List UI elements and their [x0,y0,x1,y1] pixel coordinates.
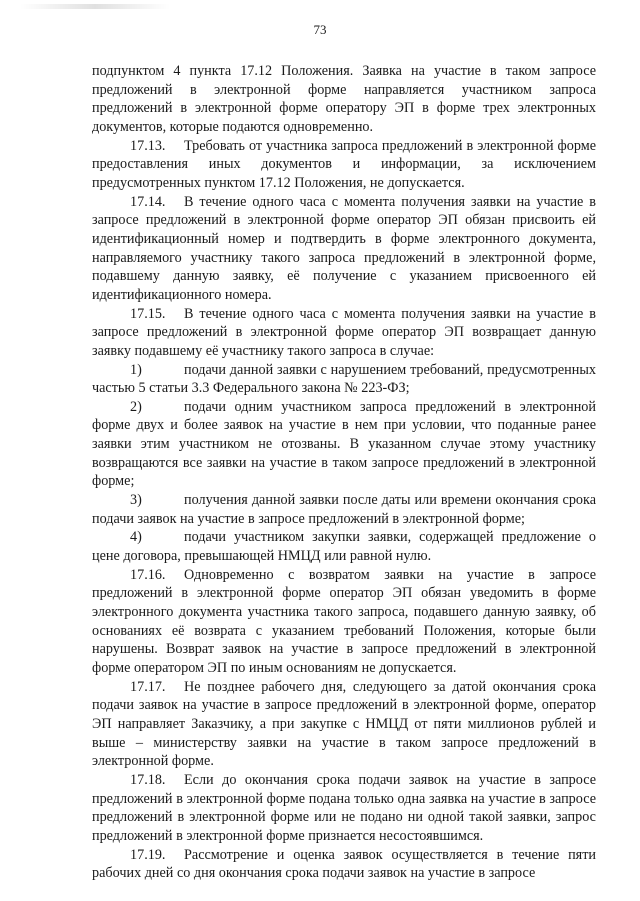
paragraph-17-19 [92,846,596,883]
list-item-number: 1) [130,361,142,378]
list-item-text: подачи одним участником запроса предложений в электронной форме двух и более заявок на участие в нем при условии, что поданные ранее заявки этим участником не отозваны. В указанном случае этому участнику возвращаются все заявки на участие в таком запросе предложений в электронной форме; [92,398,596,490]
paragraph-text: подпунктом 4 пункта 17.12 Положения. Заявка на участие в таком запросе предложений в электронной форме направляется участником запроса предложений в электронной форме оператору ЭП в форме трех электронных документов, которые подаются одновременно. [92,63,596,135]
paragraph-text: Требовать от участника запроса предложений в электронной форме предоставления иных документов и информации, за исключением предусмотренных пунктом 17.12 Положения, не допускается. [92,137,596,191]
list-item-number: 3) [130,492,142,509]
paragraph-text: В течение одного часа с момента получения заявки на участие в запросе предложений в электронной форме оператор ЭП обязан присвоить ей идентификационный номер и подтвердить в форме электронного документа, направляемого участнику такого запроса предложений в электронной форме, подавшему данную заявку, её получение с указанием присвоенного ей идентификационного номера. [92,193,596,303]
list-item-2 [92,398,596,491]
paragraph-text: Не позднее рабочего дня, следующего за датой окончания срока подачи заявок на участие в запросе предложений в электронной форме, оператор ЭП направляет Заказчику, а при закупке с НМЦД от пяти миллионов рублей и выше – министерству заявки на участие в таком запросе предложений в электронной форме. [92,678,596,770]
paragraph-text: Если до окончания срока подачи заявок на участие в запросе предложений в электронной форме подана только одна заявка на участие в запросе предложений в электронной форме или не подано ни одной такой заявки, запрос предложений в электронной форме признается несостоявшимся. [92,771,596,844]
paragraph-17-15 [92,305,596,361]
list-item-text: получения данной заявки после даты или времени окончания срока подачи заявок на участие в запросе предложений в электронной форме; [92,492,596,527]
list-item-4 [92,528,596,565]
list-item-number: 2) [130,398,142,415]
paragraph-text: В течение одного часа с момента получения заявки на участие в запросе предложений в электронной форме оператор ЭП возвращает данную заявку подавшему её участнику такого запроса в случае: [92,305,596,359]
list-item-text: подачи участником закупки заявки, содержащей предложение о цене договора, превышающей НМЦД или равной нулю. [92,529,596,565]
paragraph-number: 17.15. [130,305,166,322]
paragraph-text: Одновременно с возвратом заявки на участие в запросе предложений в электронной форме оператор ЭП обязан уведомить в форме электронного документа участника такого запроса, подавшего данную заявку, об основаниях её возврата с указанием требований Положения, которые были нарушены. Возврат заявок на участие в запросе предложений в электронной форме оператором ЭП по иным основаниям не допускается. [92,566,596,676]
list-item-text: подачи данной заявки с нарушением требований, предусмотренных частью 5 статьи 3.3 Федерального закона № 223-ФЗ; [92,361,596,397]
paragraph-text: Рассмотрение и оценка заявок осуществляется в течение пяти рабочих дней со дня окончания срока подачи заявок на участие в запросе [92,846,596,882]
paragraph-17-14 [92,193,596,305]
paragraph-number: 17.19. [130,846,166,863]
paragraph-continuation [92,62,596,137]
paragraph-number: 17.14. [130,193,166,210]
paragraph-17-13 [92,137,596,193]
paragraph-number: 17.13. [130,137,166,154]
paragraph-17-18 [92,771,596,846]
list-item-1 [92,361,596,398]
document-body [92,62,596,883]
paragraph-17-16 [92,566,596,678]
paragraph-number: 17.16. [130,566,166,583]
paragraph-number: 17.17. [130,678,166,695]
list-item-number: 4) [130,529,142,546]
list-item-3 [92,491,596,528]
page-number: 73 [313,22,327,37]
paragraph-17-17 [92,678,596,771]
paragraph-number: 17.18. [130,771,166,788]
scan-artifact [20,4,170,9]
